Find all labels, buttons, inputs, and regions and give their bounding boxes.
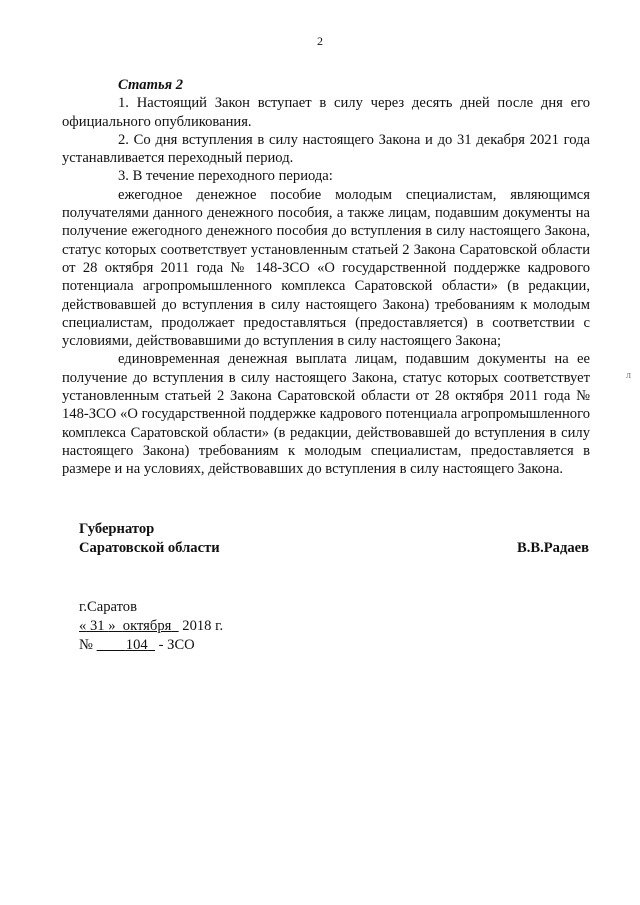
signature-block [79, 520, 589, 558]
page-number: 2 [317, 34, 323, 48]
number-prefix: № [79, 637, 93, 653]
signatory-name: В.В.Радаев [516, 540, 589, 556]
signatory-title-line1: Губернатор [79, 521, 155, 537]
city: г.Саратов [79, 599, 137, 615]
paragraph-3: 3. В течение переходного периода: [118, 168, 333, 185]
paragraph-2: 2. Со дня вступления в силу настоящего Закона и до 31 декабря 2021 года устанавливается переходный период. [62, 131, 590, 167]
paragraph-lump-sum-payment: единовременная денежная выплата лицам, подавшим документы на ее получение до вступления в силу настоящего Закона, статус которых соответствует установленным статьей 2 Закона Саратовской области от 28 октября 2011 года № 148-ЗСО «О государственной поддержке кадрового потенциала агропромышленного комплекса Саратовской области» (в редакции, действовавшей до вступления в силу настоящего Закона) требованиям к молодым специалистам, предоставляется в размере и на условиях, действовавших до вступления в силу настоящего Закона. [62, 351, 590, 478]
date-line [79, 617, 223, 636]
law-number: 104 [125, 637, 148, 653]
law-body [62, 76, 590, 479]
document-footer [79, 598, 223, 655]
date-quote-close: » [108, 618, 116, 634]
number-line [79, 636, 223, 655]
article-heading: Статья 2 [118, 77, 184, 93]
date-month: октября [122, 618, 172, 634]
date-quote-open: « [79, 618, 87, 634]
signatory-title-line2: Саратовской области [79, 540, 220, 556]
date-year: 2018 г. [182, 618, 224, 634]
signatory-row [79, 539, 589, 558]
margin-mark: л [626, 370, 631, 381]
date-day: 31 [89, 618, 105, 634]
paragraph-annual-allowance: ежегодное денежное пособие молодым специалистам, являющимся получателями данного денежного пособия, а также лицам, подавшим документы на получение ежегодного денежного пособия до вступления в силу настоящего Закона, статус которых соответствует установленным статьей 2 Закона Саратовской области от 28 октября 2011 года № 148-ЗСО «О государственной поддержке кадрового потенциала агропромышленного комплекса Саратовской области» (в редакции, действовавшей до вступления в силу настоящего Закона) требованиям к молодым специалистам, продолжает предоставляться (предоставляется) в соответствии с условиями, действовавшими до вступления в силу настоящего Закона; [62, 186, 590, 350]
paragraph-1: 1. Настоящий Закон вступает в силу через десять дней после дня его официального опубликования. [62, 95, 590, 130]
number-suffix: - ЗСО [158, 637, 195, 653]
